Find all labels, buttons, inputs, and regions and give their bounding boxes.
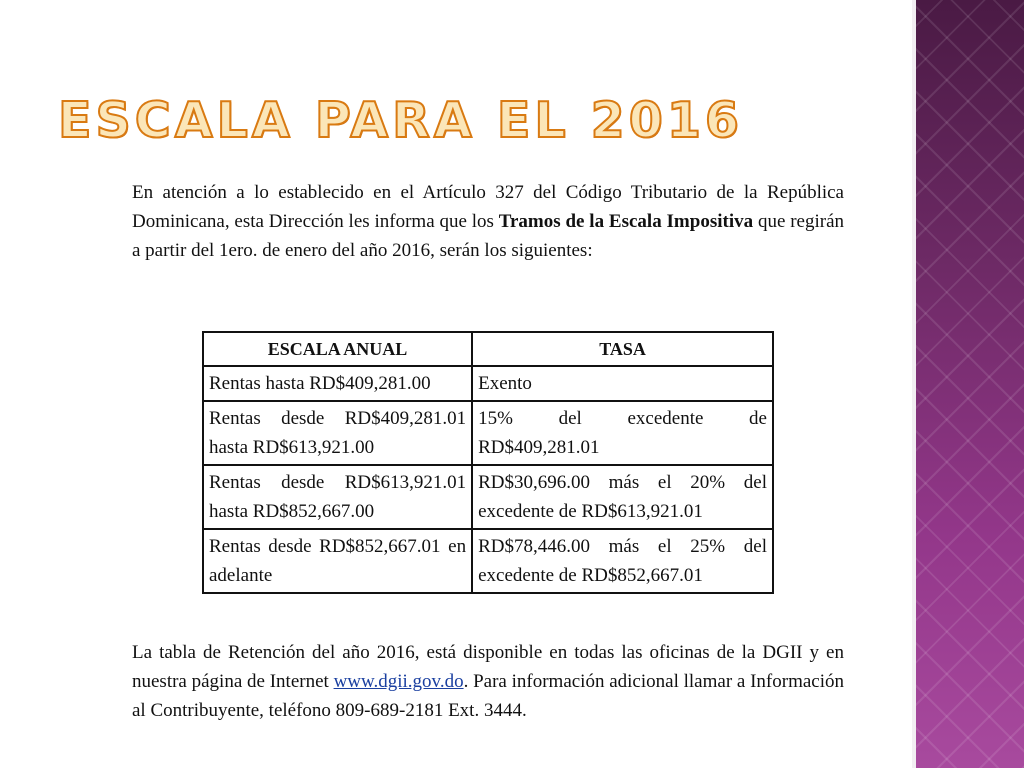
intro-text-end: que regirán a partir del 1ero. de enero del año 2016, serán los siguientes: xyxy=(132,211,845,261)
dgii-website-link[interactable]: www.dgii.gov.do xyxy=(333,671,464,692)
tasa-cell: RD$30,696.00 más el 20% del excedente de RD$613,921.01 xyxy=(472,465,773,529)
escala-cell: Rentas desde RD$852,667.01 en adelante xyxy=(203,529,472,593)
table-row xyxy=(203,401,773,465)
header-escala-anual: ESCALA ANUAL xyxy=(203,332,472,366)
tasa-cell: RD$78,446.00 más el 25% del excedente de RD$852,667.01 xyxy=(472,529,773,593)
table-row xyxy=(203,529,773,593)
escala-cell: Rentas hasta RD$409,281.00 xyxy=(203,366,472,401)
tasa-cell: Exento xyxy=(472,366,773,401)
table-header-row xyxy=(203,332,773,366)
header-tasa: TASA xyxy=(472,332,773,366)
footer-text-start: La tabla de Retención del año 2016, está disponible en todas las oficinas de la DGII y en nuestra página de Internet xyxy=(132,642,844,692)
intro-text-start: En atención a lo establecido en el Artículo 327 del Código Tributario de la República Dominicana, esta Dirección les informa que los xyxy=(132,182,844,232)
escala-cell: Rentas desde RD$409,281.01 hasta RD$613,921.00 xyxy=(203,401,472,465)
intro-paragraph xyxy=(132,178,844,265)
intro-bold-text: Tramos de la Escala Impositiva xyxy=(498,211,754,232)
tax-scale-table xyxy=(202,331,774,594)
footer-paragraph xyxy=(132,638,844,725)
footer-text-end: . Para información adicional llamar a Información al Contribuyente, teléfono 809-689-2181 Ext. 3444. xyxy=(132,671,844,721)
escala-cell: Rentas desde RD$613,921.01 hasta RD$852,667.00 xyxy=(203,465,472,529)
table-row xyxy=(203,366,773,401)
tasa-cell: 15% del excedente de RD$409,281.01 xyxy=(472,401,773,465)
table-row xyxy=(203,465,773,529)
decorative-side-band xyxy=(912,0,1024,768)
slide-title: ESCALA PARA EL 2016 xyxy=(58,92,744,149)
